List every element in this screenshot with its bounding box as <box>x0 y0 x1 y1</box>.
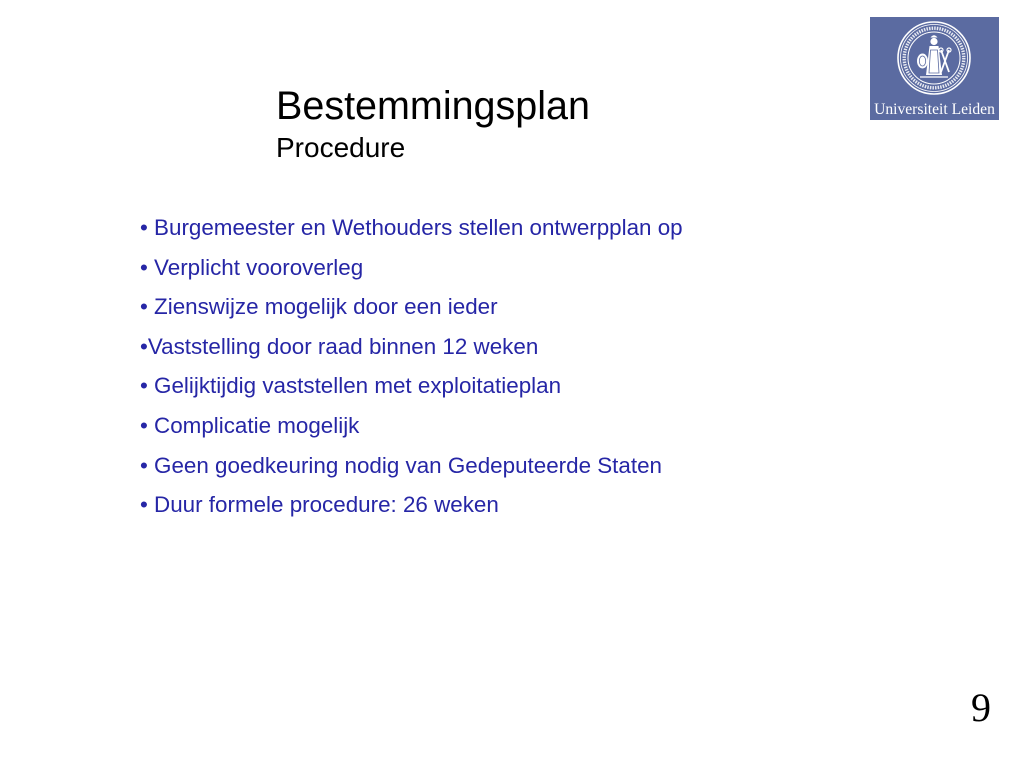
page-number: 9 <box>971 685 991 730</box>
bullet-item: • Gelijktijdig vaststellen met exploitatieplan <box>140 373 562 399</box>
slide-subtitle: Procedure <box>276 132 406 163</box>
bullet-item: • Geen goedkeuring nodig van Gedeputeerde Staten <box>140 452 662 478</box>
bullet-item: • Verplicht vooroverleg <box>140 254 364 280</box>
logo-wordmark: Universiteit Leiden <box>874 101 995 118</box>
bullet-item: • Complicatie mogelijk <box>140 412 360 438</box>
bullet-item: •Vaststelling door raad binnen 12 weken <box>140 333 539 359</box>
slide-title: Bestemmingsplan <box>276 84 590 128</box>
bullet-item: • Zienswijze mogelijk door een ieder <box>140 294 498 320</box>
bullet-item: • Duur formele procedure: 26 weken <box>140 492 499 518</box>
university-logo <box>870 17 999 120</box>
bullet-list <box>140 208 683 525</box>
bullet-item: • Burgemeester en Wethouders stellen ontwerpplan op <box>140 215 683 240</box>
